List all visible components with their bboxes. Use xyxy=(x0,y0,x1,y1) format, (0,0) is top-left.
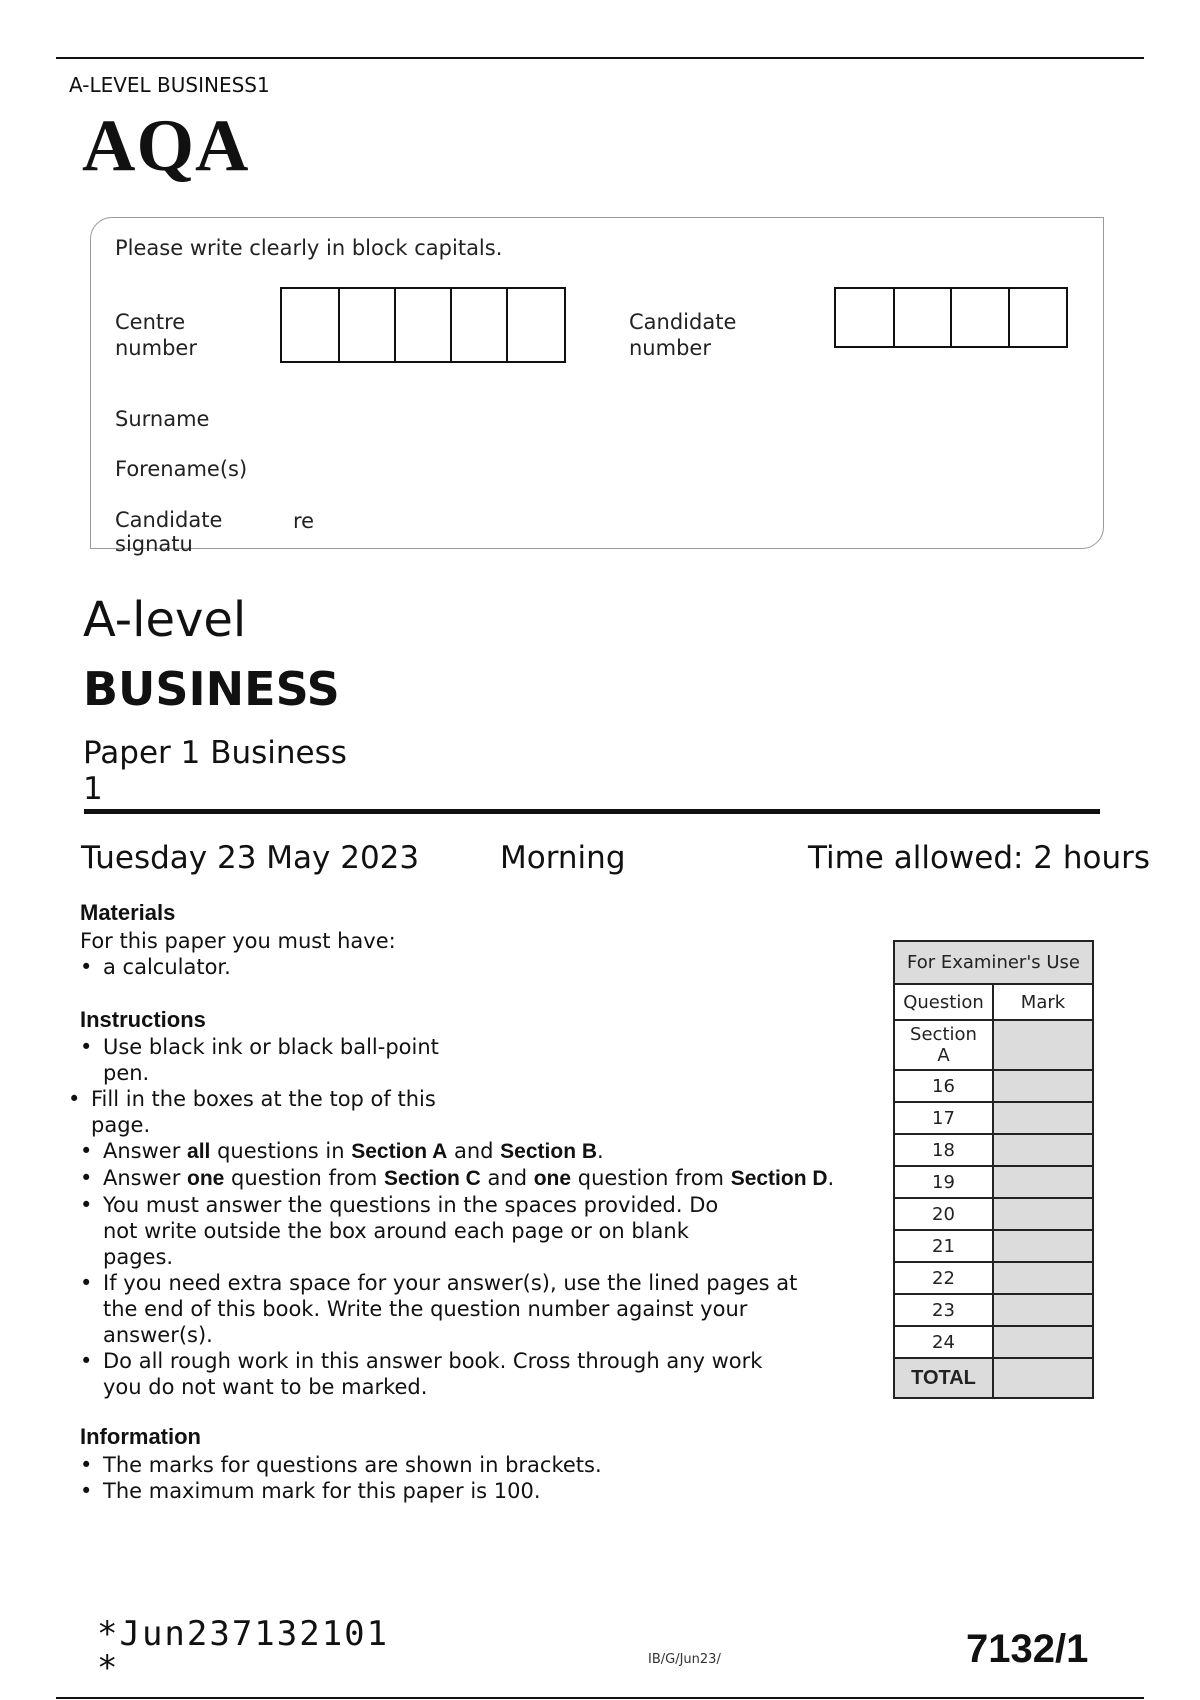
question-cell: 23 xyxy=(894,1294,993,1326)
mark-cell[interactable] xyxy=(993,1294,1093,1326)
mark-cell[interactable] xyxy=(993,1326,1093,1358)
instruction-item: • Use black ink or black ball-point pen. xyxy=(80,1034,439,1086)
signature-label-suffix: re xyxy=(293,509,315,533)
examiner-row xyxy=(894,1198,1093,1230)
instruction-emphasis: Section B xyxy=(500,1140,598,1163)
candidate-number-cell[interactable] xyxy=(893,289,950,346)
instruction-item xyxy=(80,1138,834,1165)
exam-date: Tuesday 23 May 2023 xyxy=(81,840,420,876)
candidate-number-cell[interactable] xyxy=(950,289,1008,346)
examiner-use-table xyxy=(893,940,1094,1399)
surname-label: Surname xyxy=(115,407,210,431)
instruction-item: • If you need extra space for your answer(s), use the lined pages at the end of this book. Write the question number against your answer(s). xyxy=(80,1270,834,1348)
instruction-emphasis: Section C xyxy=(384,1167,481,1190)
information-item: • The maximum mark for this paper is 100. xyxy=(80,1478,602,1504)
examiner-row xyxy=(894,1134,1093,1166)
examiner-row xyxy=(894,1102,1093,1134)
signature-field[interactable] xyxy=(330,500,1080,534)
instructions-heading: Instructions xyxy=(80,1007,206,1032)
examiner-total-row xyxy=(894,1358,1093,1398)
examiner-row xyxy=(894,1294,1093,1326)
information-item: • The marks for questions are shown in brackets. xyxy=(80,1452,602,1478)
materials-heading: Materials xyxy=(80,900,176,925)
level-title: A-level xyxy=(83,592,247,648)
instruction-text: Answer xyxy=(103,1166,188,1190)
bottom-rule xyxy=(56,1697,1144,1699)
instruction-text: . xyxy=(827,1166,835,1190)
instruction-item: • You must answer the questions in the spaces provided. Do not write outside the box around each page or on blank pages. xyxy=(80,1192,834,1270)
instruction-text: Answer xyxy=(103,1139,188,1163)
centre-number-cell[interactable] xyxy=(338,289,394,361)
question-cell: 24 xyxy=(894,1326,993,1358)
surname-field[interactable] xyxy=(280,398,1080,432)
instruction-text: and xyxy=(480,1166,534,1190)
instruction-item: • Do all rough work in this answer book. Cross through any work you do not want to be marked. xyxy=(80,1348,834,1400)
information-heading: Information xyxy=(80,1424,201,1449)
mark-cell[interactable] xyxy=(993,1070,1093,1102)
signature-label: Candidate signatu xyxy=(115,508,223,556)
top-rule xyxy=(56,57,1144,59)
question-cell: 16 xyxy=(894,1070,993,1102)
mark-cell[interactable] xyxy=(993,1198,1093,1230)
instruction-emphasis: one xyxy=(187,1167,225,1190)
paper-barcode: *Jun237132101 * xyxy=(97,1614,390,1688)
instruction-emphasis: one xyxy=(533,1167,572,1190)
question-cell: 18 xyxy=(894,1134,993,1166)
question-cell: 17 xyxy=(894,1102,993,1134)
centre-number-label: Centre number xyxy=(115,310,197,360)
instruction-text: . xyxy=(597,1139,604,1163)
header-label: A-LEVEL BUSINESS1 xyxy=(69,73,270,97)
paper-reference: IB/G/Jun23/ xyxy=(648,1652,721,1667)
examiner-row xyxy=(894,1326,1093,1358)
instructions-list-c xyxy=(80,1138,834,1400)
time-allowed: Time allowed: 2 hours xyxy=(808,840,1151,876)
examiner-row xyxy=(894,1230,1093,1262)
mark-cell[interactable] xyxy=(993,1166,1093,1198)
examiner-row xyxy=(894,1166,1093,1198)
centre-number-cell[interactable] xyxy=(394,289,450,361)
information-list xyxy=(80,1452,602,1504)
forenames-label: Forename(s) xyxy=(115,457,248,481)
question-cell: 22 xyxy=(894,1262,993,1294)
exam-session: Morning xyxy=(500,840,626,876)
centre-number-cell[interactable] xyxy=(282,289,338,361)
candidate-number-cell[interactable] xyxy=(836,289,893,346)
mark-cell[interactable] xyxy=(993,1102,1093,1134)
materials-item: • a calculator. xyxy=(80,954,231,980)
materials-intro: For this paper you must have: xyxy=(80,929,396,953)
examiner-row xyxy=(894,1020,1093,1070)
mark-cell[interactable] xyxy=(993,1230,1093,1262)
instruction-item xyxy=(80,1165,834,1192)
instruction-emphasis: Section A xyxy=(351,1140,448,1163)
candidate-number-boxes[interactable] xyxy=(834,287,1068,348)
question-cell: 21 xyxy=(894,1230,993,1262)
instructions-list-b xyxy=(68,1086,436,1138)
paper-title: Paper 1 Business 1 xyxy=(83,735,347,807)
centre-number-cell[interactable] xyxy=(506,289,564,361)
instruction-text: and xyxy=(447,1139,501,1163)
mark-column-header: Mark xyxy=(993,984,1093,1020)
question-cell: Section A xyxy=(894,1020,993,1070)
mark-cell[interactable] xyxy=(993,1262,1093,1294)
instruction-text: question from xyxy=(224,1166,384,1190)
examiner-column-row xyxy=(894,984,1093,1020)
mark-cell[interactable] xyxy=(993,1134,1093,1166)
examiner-heading-row xyxy=(894,941,1093,984)
block-capitals-instruction: Please write clearly in block capitals. xyxy=(115,236,503,260)
candidate-number-label: Candidate number xyxy=(629,310,737,360)
instruction-emphasis: all xyxy=(187,1140,211,1163)
centre-number-cell[interactable] xyxy=(450,289,506,361)
question-cell: 19 xyxy=(894,1166,993,1198)
candidate-number-cell[interactable] xyxy=(1008,289,1066,346)
instruction-emphasis: Section D xyxy=(730,1167,828,1190)
total-label: TOTAL xyxy=(894,1358,993,1398)
examiner-heading: For Examiner's Use xyxy=(894,941,1093,984)
materials-list xyxy=(80,954,231,980)
question-cell: 20 xyxy=(894,1198,993,1230)
instruction-item: • Fill in the boxes at the top of this page. xyxy=(68,1086,436,1138)
centre-number-boxes[interactable] xyxy=(280,287,566,363)
question-column-header: Question xyxy=(894,984,993,1020)
instructions-list-a xyxy=(80,1034,439,1086)
aqa-logo: AQA xyxy=(82,105,250,187)
examiner-row xyxy=(894,1070,1093,1102)
title-rule xyxy=(84,809,1100,814)
subject-title: BUSINESS xyxy=(83,662,340,716)
total-mark-cell[interactable] xyxy=(993,1358,1093,1398)
examiner-row xyxy=(894,1262,1093,1294)
instruction-text: question from xyxy=(571,1166,731,1190)
mark-cell[interactable] xyxy=(993,1020,1093,1070)
forenames-field[interactable] xyxy=(280,448,1080,482)
instruction-text: questions in xyxy=(210,1139,352,1163)
paper-code: 7132/1 xyxy=(966,1627,1089,1671)
